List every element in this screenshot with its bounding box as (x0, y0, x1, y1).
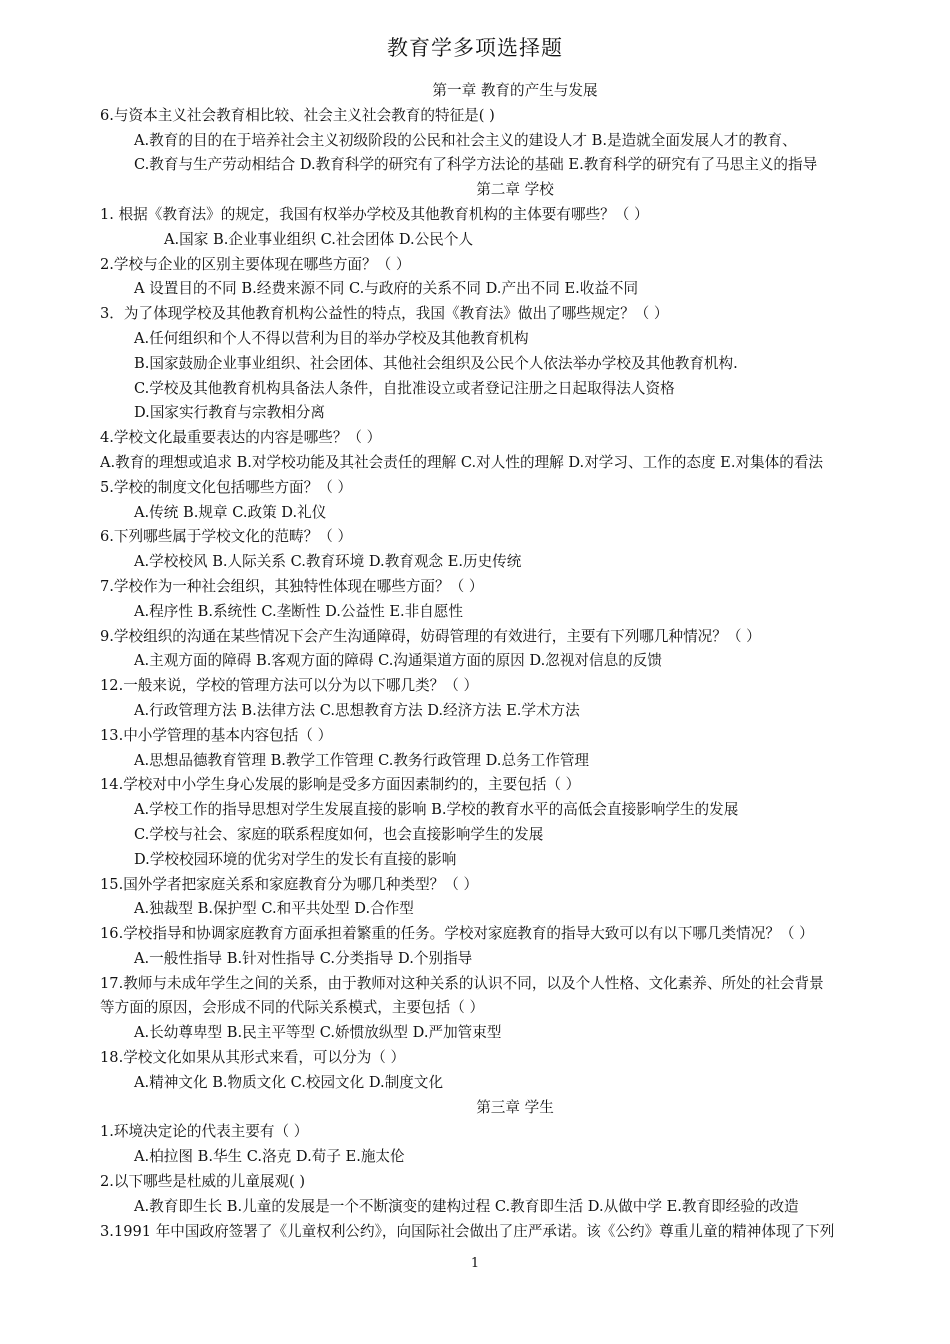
text-line: 14.学校对中小学生身心发展的影响是受多方面因素制约的，主要包括（ ） (100, 776, 581, 794)
text-line: 3．为了体现学校及其他教育机构公益性的特点，我国《教育法》做出了哪些规定？（ ） (100, 305, 669, 323)
text-line: A.思想品德教育管理 B.教学工作管理 C.教务行政管理 D.总务工作管理 (134, 751, 590, 769)
text-line: A.任何组织和个人不得以营利为目的举办学校及其他教育机构 (134, 329, 529, 347)
text-line: 2.以下哪些是杜威的儿童展观( ) (100, 1173, 306, 1191)
text-line: A.柏拉图 B.华生 C.洛克 D.荀子 E.施太伦 (134, 1148, 405, 1166)
text-line: A.学校工作的指导思想对学生发展直接的影响 B.学校的教育水平的高低会直接影响学生的发展 (134, 801, 739, 819)
text-line: A.长幼尊卑型 B.民主平等型 C.娇惯放纵型 D.严加管束型 (134, 1024, 502, 1042)
text-line: A.独裁型 B.保护型 C.和平共处型 D.合作型 (134, 900, 414, 918)
text-line: 18.学校文化如果从其形式来看，可以分为（ ） (100, 1049, 406, 1067)
text-line: 等方面的原因，会形成不同的代际关系模式，主要包括（ ） (100, 999, 485, 1017)
text-line: A.传统 B.规章 C.政策 D.礼仪 (134, 503, 327, 521)
text-line: 16.学校指导和协调家庭教育方面承担着繁重的任务。学校对家庭教育的指导大致可以有以下哪几类情况？（ ） (100, 925, 814, 943)
text-line: 13.中小学管理的基本内容包括（ ） (100, 726, 333, 744)
text-line: A.学校校风 B.人际关系 C.教育环境 D.教育观念 E.历史传统 (134, 553, 522, 571)
text-line: C.学校及其他教育机构具备法人条件，自批准设立或者登记注册之日起取得法人资格 (134, 379, 675, 397)
text-line: 4.学校文化最重要表达的内容是哪些？（ ） (100, 429, 382, 447)
text-line: C.教育与生产劳动相结合 D.教育科学的研究有了科学方法论的基础 E.教育科学的研究有了马思主义的指导 (134, 156, 818, 174)
text-line: A.国家 B.企业事业组织 C.社会团体 D.公民个人 (164, 230, 474, 248)
text-line: A.教育即生长 B.儿童的发展是一个不断演变的建构过程 C.教育即生活 D.从做中学 E.教育即经验的改造 (134, 1197, 799, 1215)
page-number: 1 (470, 1256, 480, 1271)
document-title: 教育学多项选择题 (387, 36, 563, 60)
text-line: A.主观方面的障碍 B.客观方面的障碍 C.沟通渠道方面的原因 D.忽视对信息的反馈 (134, 652, 662, 670)
text-line: A.精神文化 B.物质文化 C.校园文化 D.制度文化 (134, 1073, 444, 1091)
text-line: A 设置目的不同 B.经费来源不同 C.与政府的关系不同 D.产出不同 E.收益不同 (134, 280, 639, 298)
text-line: A.行政管理方法 B.法律方法 C.思想教育方法 D.经济方法 E.学术方法 (134, 701, 580, 719)
text-line: A.教育的理想或追求 B.对学校功能及其社会责任的理解 C.对人性的理解 D.对学习、工作的态度 E.对集体的看法 (100, 453, 824, 471)
text-line: 2.学校与企业的区别主要体现在哪些方面？（ ） (100, 255, 411, 273)
text-line: 17.教师与未成年学生之间的关系，由于教师对这种关系的认识不同，以及个人性格、文化素养、所处的社会背景 (100, 974, 824, 992)
chapter-heading: 第三章 学生 (476, 1098, 554, 1116)
text-line: 5.学校的制度文化包括哪些方面？（ ） (100, 478, 353, 496)
chapter-heading: 第二章 学校 (476, 181, 554, 199)
text-line: 6.与资本主义社会教育相比较、社会主义社会教育的特征是( ) (100, 106, 495, 124)
text-line: 15.国外学者把家庭关系和家庭教育分为哪几种类型？（ ） (100, 875, 479, 893)
text-line: 6.下列哪些属于学校文化的范畴？（ ） (100, 528, 353, 546)
text-line: 12.一般来说，学校的管理方法可以分为以下哪几类？（ ） (100, 677, 479, 695)
text-line: 3.1991 年中国政府签署了《儿童权利公约》，向国际社会做出了庄严承诺。该《公约》尊重儿童的精神体现了下列 (100, 1222, 835, 1240)
text-line: A.程序性 B.系统性 C.垄断性 D.公益性 E.非自愿性 (134, 602, 463, 620)
chapter-heading: 第一章 教育的产生与发展 (432, 82, 598, 99)
text-line: D.国家实行教育与宗教相分离 (134, 404, 325, 422)
text-line: 9.学校组织的沟通在某些情况下会产生沟通障碍，妨碍管理的有效进行，主要有下列哪几种情况？（ ） (100, 627, 761, 645)
text-line: A.教育的目的在于培养社会主义初级阶段的公民和社会主义的建设人才 B.是造就全面发展人才的教育、 (134, 131, 797, 149)
document-body (100, 79, 930, 1244)
text-line: 1. 根据《教育法》的规定，我国有权举办学校及其他教育机构的主体要有哪些？（ ） (100, 205, 649, 223)
text-line: 7.学校作为一种社会组织，其独特性体现在哪些方面？（ ） (100, 577, 484, 595)
text-line: C.学校与社会、家庭的联系程度如何，也会直接影响学生的发展 (134, 825, 544, 843)
text-line: B.国家鼓励企业事业组织、社会团体、其他社会组织及公民个人依法举办学校及其他教育机构. (134, 354, 738, 372)
text-line: A.一般性指导 B.针对性指导 C.分类指导 D.个别指导 (134, 949, 473, 967)
text-line: D.学校校园环境的优劣对学生的发长有直接的影响 (134, 850, 457, 868)
text-line: 1.环境决定论的代表主要有（ ） (100, 1123, 309, 1141)
